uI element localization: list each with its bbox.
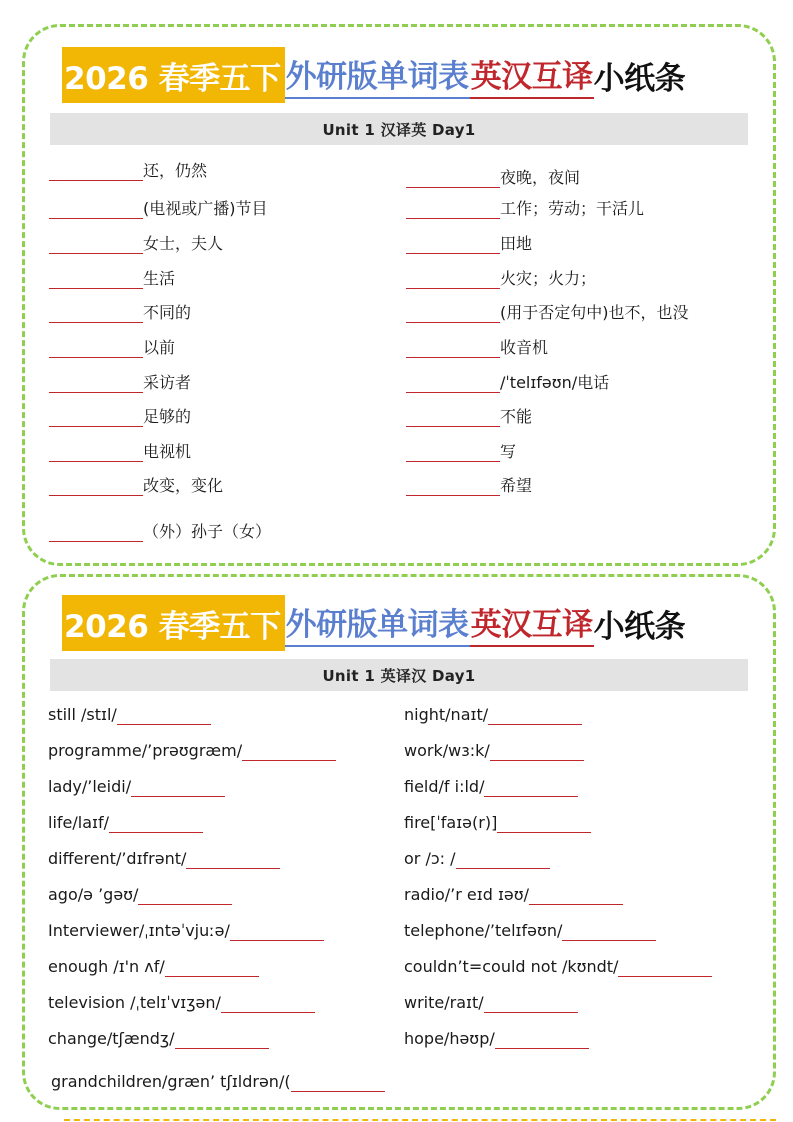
list-item [406, 303, 689, 323]
list-item [406, 199, 644, 219]
answer-blank[interactable] [484, 779, 578, 797]
answer-blank[interactable] [49, 478, 143, 496]
answer-blank[interactable] [618, 959, 712, 977]
prompt-text: 田地 [500, 234, 533, 253]
list-item [404, 885, 623, 905]
unit-day-header: Unit 1 英译汉 Day1 [50, 659, 748, 691]
prompt-text: 改变，变化 [143, 476, 224, 495]
answer-blank[interactable] [406, 340, 500, 358]
list-item [49, 373, 191, 393]
word-text: still /stɪl/ [48, 705, 117, 724]
answer-blank[interactable] [117, 707, 211, 725]
answer-blank[interactable] [186, 851, 280, 869]
answer-blank[interactable] [406, 305, 500, 323]
list-item [48, 993, 315, 1013]
answer-blank[interactable] [488, 707, 582, 725]
list-item [49, 303, 191, 323]
answer-blank[interactable] [406, 375, 500, 393]
word-text: enough /ɪ'n ʌf/ [48, 957, 165, 976]
title-version-wordlist: 外研版单词表 [285, 51, 470, 99]
list-item [406, 338, 548, 358]
list-item [404, 993, 578, 1013]
card-title [62, 47, 685, 103]
answer-blank[interactable] [221, 995, 315, 1013]
answer-blank[interactable] [49, 524, 143, 542]
list-item [404, 957, 712, 977]
prompt-text: (用于否定句中)也不，也没 [500, 303, 689, 322]
prompt-text: 生活 [143, 269, 176, 288]
title-translate: 英汉互译 [470, 599, 594, 647]
list-item [51, 1072, 385, 1092]
answer-blank[interactable] [165, 959, 259, 977]
prompt-text: (电视或广播)节目 [143, 199, 268, 218]
list-item [49, 407, 191, 427]
answer-blank[interactable] [529, 887, 623, 905]
word-text: life/laɪf/ [48, 813, 109, 832]
prompt-text: 女士，夫人 [143, 234, 224, 253]
word-text: work/wɜ:k/ [404, 741, 490, 760]
worksheet-card-cn-to-en [22, 24, 776, 566]
list-item [49, 522, 271, 542]
prompt-text: 采访者 [143, 373, 192, 392]
answer-blank[interactable] [406, 236, 500, 254]
word-text: hope/həʊp/ [404, 1029, 495, 1048]
title-version-wordlist: 外研版单词表 [285, 599, 470, 647]
prompt-text: 还，仍然 [143, 161, 208, 180]
prompt-text: 不同的 [143, 303, 192, 322]
prompt-text: （外）孙子（女） [143, 522, 272, 541]
word-text: television /ˌtelɪˈvɪʒən/ [48, 993, 221, 1012]
list-item [49, 338, 175, 358]
bottom-divider [64, 1119, 776, 1121]
list-item [48, 741, 336, 761]
list-item [404, 741, 584, 761]
list-item [404, 1029, 589, 1049]
answer-blank[interactable] [242, 743, 336, 761]
list-item [49, 476, 223, 496]
answer-blank[interactable] [495, 1031, 589, 1049]
answer-blank[interactable] [406, 201, 500, 219]
prompt-text: 足够的 [143, 407, 192, 426]
title-year-season-grade: 2026 春季五下 [62, 595, 285, 651]
answer-blank[interactable] [49, 201, 143, 219]
answer-blank[interactable] [230, 923, 324, 941]
answer-blank[interactable] [131, 779, 225, 797]
answer-blank[interactable] [456, 851, 550, 869]
list-item [48, 705, 211, 725]
list-item [48, 921, 324, 941]
list-item [404, 705, 582, 725]
list-item [49, 234, 223, 254]
answer-blank[interactable] [49, 163, 143, 181]
answer-blank[interactable] [490, 743, 584, 761]
answer-blank[interactable] [49, 271, 143, 289]
list-item [404, 813, 591, 833]
answer-blank[interactable] [49, 340, 143, 358]
prompt-text: 工作；劳动；干活儿 [500, 199, 645, 218]
answer-blank[interactable] [138, 887, 232, 905]
prompt-text: 夜晚，夜间 [500, 168, 581, 187]
card-title [62, 595, 685, 651]
answer-blank[interactable] [406, 170, 500, 188]
title-translate: 英汉互译 [470, 51, 594, 99]
answer-blank[interactable] [406, 271, 500, 289]
answer-blank[interactable] [562, 923, 656, 941]
answer-blank[interactable] [49, 444, 143, 462]
word-text: Interviewer/ˌɪntəˈvjuːə/ [48, 921, 230, 940]
answer-blank[interactable] [109, 815, 203, 833]
answer-blank[interactable] [406, 409, 500, 427]
answer-blank[interactable] [484, 995, 578, 1013]
word-text: night/naɪt/ [404, 705, 489, 724]
answer-blank[interactable] [497, 815, 591, 833]
word-text: change/tʃændʒ/ [48, 1029, 175, 1048]
answer-blank[interactable] [406, 444, 500, 462]
list-item [48, 885, 232, 905]
word-text: ago/ə ’gəʊ/ [48, 885, 139, 904]
list-item [406, 269, 596, 289]
prompt-text: 火灾；火力； [500, 269, 597, 288]
list-item [406, 234, 532, 254]
prompt-text: /ˈtelɪfəʊn/电话 [500, 373, 610, 392]
word-text: telephone/’telɪfəʊn/ [404, 921, 563, 940]
list-item [404, 849, 550, 869]
word-text: grandchildren/græn’ tʃɪldrən/( [51, 1072, 291, 1091]
list-item [406, 373, 609, 393]
answer-blank[interactable] [175, 1031, 269, 1049]
list-item [48, 1029, 269, 1049]
list-item [48, 849, 280, 869]
list-item [49, 269, 175, 289]
answer-blank[interactable] [49, 305, 143, 323]
list-item [406, 168, 580, 188]
word-text: or /ɔ: / [404, 849, 456, 868]
word-text: radio/’r eɪd ɪəʊ/ [404, 885, 530, 904]
word-text: couldn’t=could not /kʊndt/ [404, 957, 619, 976]
title-year-season-grade: 2026 春季五下 [62, 47, 285, 103]
prompt-text: 收音机 [500, 338, 549, 357]
list-item [404, 921, 656, 941]
prompt-text: 不能 [500, 407, 533, 426]
list-item [49, 199, 268, 219]
list-item [49, 161, 207, 181]
worksheet-card-en-to-cn [22, 574, 776, 1110]
list-item [48, 957, 259, 977]
unit-day-header: Unit 1 汉译英 Day1 [50, 113, 748, 145]
word-text: write/raɪt/ [404, 993, 484, 1012]
answer-blank[interactable] [49, 236, 143, 254]
word-text: different/’dɪfrənt/ [48, 849, 187, 868]
prompt-text: 以前 [143, 338, 176, 357]
word-text: lady/’leidi/ [48, 777, 132, 796]
word-text: field/f i:ld/ [404, 777, 485, 796]
prompt-text: 电视机 [143, 442, 192, 461]
list-item [406, 407, 532, 427]
title-note: 小纸条 [593, 608, 686, 645]
list-item [406, 442, 516, 462]
list-item [404, 777, 578, 797]
list-item [406, 476, 532, 496]
list-item [48, 813, 203, 833]
word-text: programme/’prəʊgræm/ [48, 741, 243, 760]
list-item [48, 777, 225, 797]
answer-blank[interactable] [49, 409, 143, 427]
list-item [49, 442, 191, 462]
prompt-text: 写 [500, 442, 517, 461]
title-note: 小纸条 [593, 60, 686, 97]
answer-blank[interactable] [406, 478, 500, 496]
prompt-text: 希望 [500, 476, 533, 495]
answer-blank[interactable] [291, 1074, 385, 1092]
answer-blank[interactable] [49, 375, 143, 393]
word-text: fire[ˈfaɪə(r)] [404, 813, 498, 832]
